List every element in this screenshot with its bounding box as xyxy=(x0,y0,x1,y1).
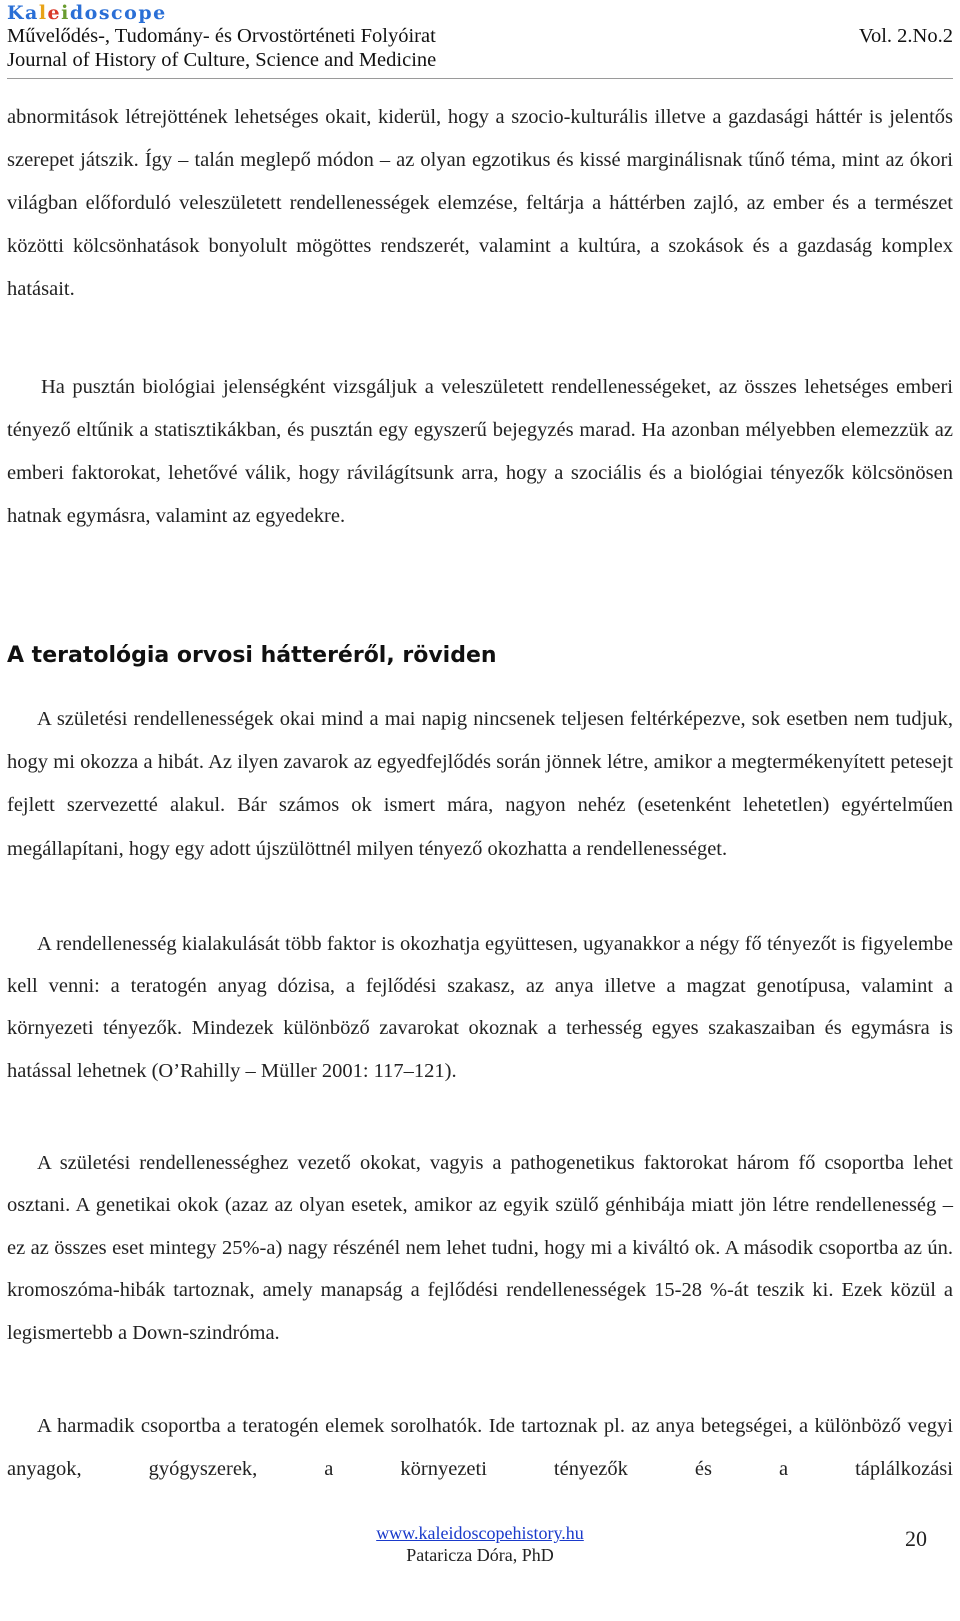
footer-author: Patariczа Dóra, PhD xyxy=(406,1545,554,1565)
paragraph-5: A születési rendellenességhez vezető okokat, vagyis a pathogenetikus faktorokat három fő csoportba lehet osztani. A genetikai okok (azaz az olyan esetek, amikor az egyik szülő génhibája miatt jön létre rendellenesség – ez az összes eset mintegy 25%-a) nagy részénél nem lehet tudni, hogy mi a kiváltó ok. A második csoportba az ún. kromoszóma-hibák tartoznak, amely manapság a fejlődési rendellenességek 15-28 %-át teszik ki. Ezek közül a legismertebb a Down-szindróma. xyxy=(7,1152,953,1344)
logo-letter: K xyxy=(7,2,26,24)
paragraph-1: abnormitások létrejöttének lehetséges okait, kiderül, hogy a szocio-kulturális illetve a gazdasági háttér is jelentős szerepet játszik. Így – talán meglepő módon – az olyan egzotikus és kissé marginálisnak tűnő téma, mint az ókori világban előforduló veleszületett rendellenességek elemzése, feltárja a háttérben zajló, az ember és a természet közötti kölcsönhatások bonyolult mögöttes rendszerét, valamint a kultúra, a szokások és a gazdaság komplex hatásait. xyxy=(7,106,953,300)
logo-letter: p xyxy=(138,2,154,24)
journal-header xyxy=(7,2,953,72)
paragraph-2: Ha pusztán biológiai jelenségként vizsgáljuk a veleszületett rendellenességeket, az összes lehetséges emberi tényező eltűnik a statisztikákban, és pusztán egy egyszerű bejegyzés marad. Ha azonban mélyebben elemezzük az emberi faktorokat, lehetővé válik, hogy rávilágítsunk arra, hogy a szociális és a biológiai tényezők kölcsönösen hatnak egymásra, valamint az egyedekre. xyxy=(7,376,953,527)
logo-letter: d xyxy=(69,2,85,24)
website-link[interactable]: www.kaleidoscopehistory.hu xyxy=(376,1523,584,1543)
logo-letter: o xyxy=(124,2,139,24)
paragraph-4: A rendellenesség kialakulását több faktor is okozhatja együttesen, ugyanakkor a négy fő tényezőt is figyelembe kell venni: a teratogén anyag dózisa, a fejlődési szakasz, az anya illetve a magzat genotípusa, valamint a környezeti tényezők. Mindezek különböző zavarokat okoznak a terhesség egyes szakaszaiban és egymásra is hatással lehetnek (O’Rahilly – Müller 2001: 117–121). xyxy=(7,933,953,1082)
journal-title-english: Journal of History of Culture, Science and Medicine xyxy=(7,49,437,71)
paragraph-3: A születési rendellenességek okai mind a mai napig nincsenek teljesen feltérképezve, sok esetben nem tudjuk, hogy mi okozza a hibát. Az ilyen zavarok az egyedfejlődés során jönnek létre, amikor a megtermékenyített petesejt fejlett szervezetté alakul. Bár számos ok ismert mára, nagyon nehéz (esetenként lehetetlen) egyértelműen megállapítani, hogy egy adott újszülöttnél milyen tényező okozhatta a rendellenességet. xyxy=(7,708,953,860)
header-divider xyxy=(7,78,953,79)
volume-number: Vol. 2.No.2 xyxy=(858,25,953,47)
logo-letter: s xyxy=(98,2,112,24)
logo-letter: e xyxy=(153,2,167,24)
logo-letter: c xyxy=(111,2,125,24)
logo-letter: a xyxy=(25,2,39,24)
section-heading: A teratológia orvosi hátteréről, röviden xyxy=(7,643,497,668)
journal-title-hungarian-line xyxy=(7,24,953,48)
page-number: 20 xyxy=(905,1526,927,1551)
logo-letter: e xyxy=(47,2,62,24)
journal-logo xyxy=(7,2,953,24)
logo-letter: o xyxy=(84,2,99,24)
journal-title-hungarian: Művelődés-, Tudomány- és Orvostörténeti Folyóirat xyxy=(7,25,436,47)
page-footer xyxy=(0,1522,960,1572)
paragraph-6: A harmadik csoportba a teratogén elemek sorolhatók. Ide tartoznak pl. az anya betegségei, a különböző vegyi anyagok, gyógyszerek, a környezeti tényezők és a táplálkozási xyxy=(7,1415,953,1480)
logo-letter: l xyxy=(38,2,48,24)
logo-letter: i xyxy=(61,2,70,24)
